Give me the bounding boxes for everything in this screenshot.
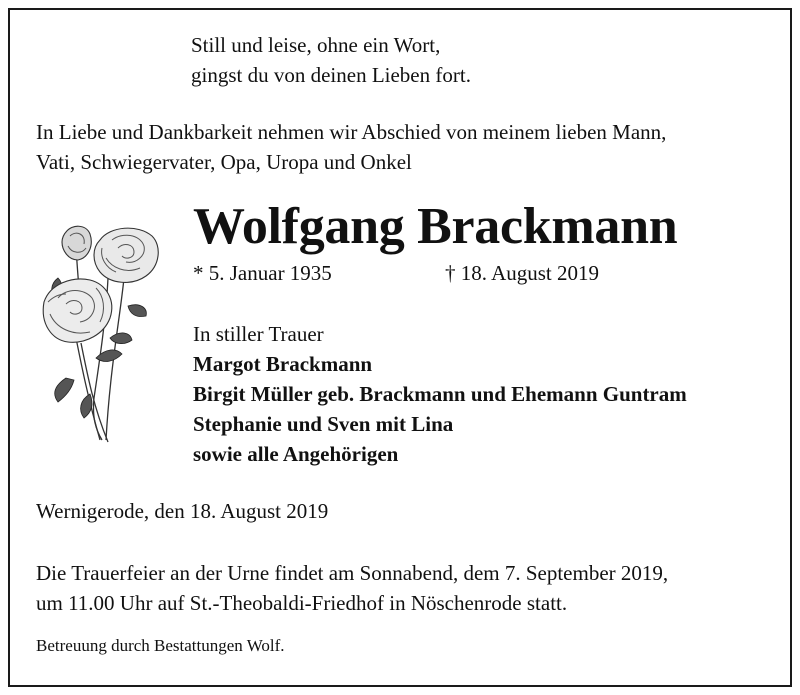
footer-note: Betreuung durch Bestattungen Wolf.	[36, 636, 285, 655]
verse-line-1: Still und leise, ohne ein Wort,	[191, 33, 441, 57]
deceased-name: Wolfgang Brackmann	[193, 198, 678, 255]
mourner-name: Margot Brackmann	[193, 352, 373, 376]
mourner-name: Birgit Müller geb. Brackmann und Ehemann Guntram	[193, 382, 687, 406]
roses-illustration-icon	[36, 218, 164, 446]
service-line-2: um 11.00 Uhr auf St.-Theobaldi-Friedhof in Nöschenrode statt.	[36, 591, 568, 615]
mourners-heading: In stiller Trauer	[193, 322, 324, 346]
mourner-name: Stephanie und Sven mit Lina	[193, 412, 454, 436]
verse-line-2: gingst du von deinen Lieben fort.	[191, 63, 471, 87]
birth-date: * 5. Januar 1935	[193, 261, 332, 285]
intro-line-1: In Liebe und Dankbarkeit nehmen wir Abschied von meinem lieben Mann,	[36, 120, 667, 144]
intro-line-2: Vati, Schwiegervater, Opa, Uropa und Onkel	[36, 150, 412, 174]
mourner-name: sowie alle Angehörigen	[193, 442, 399, 466]
death-date: † 18. August 2019	[445, 261, 600, 285]
service-line-1: Die Trauerfeier an der Urne findet am Sonnabend, dem 7. September 2019,	[36, 561, 669, 585]
place-date: Wernigerode, den 18. August 2019	[36, 499, 329, 523]
